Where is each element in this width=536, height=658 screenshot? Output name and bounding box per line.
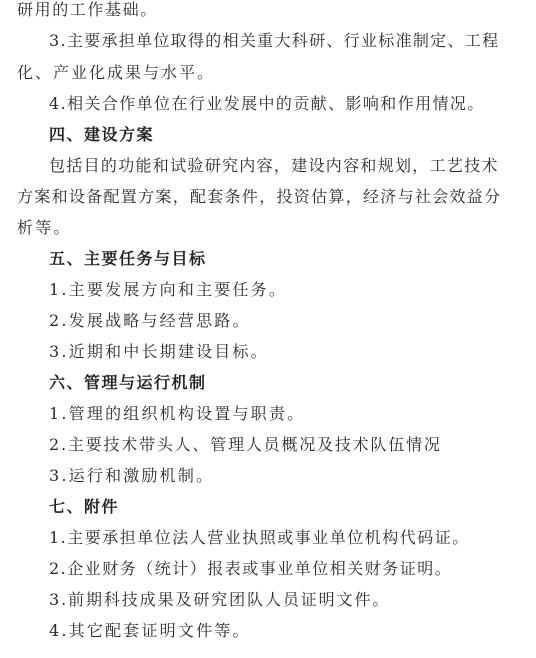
paragraph-line: 4.相关合作单位在行业发展中的贡献、影响和作用情况。 xyxy=(49,94,485,113)
paragraph-line: 包括目的功能和试验研究内容，建设内容和规划，工艺技术 xyxy=(49,156,499,175)
list-item: 3.运行和激励机制。 xyxy=(49,466,215,485)
list-item: 1.主要发展方向和主要任务。 xyxy=(49,280,288,299)
paragraph-line: 研用的工作基础。 xyxy=(17,0,158,19)
section-heading-tasks-goals: 五、主要任务与目标 xyxy=(49,249,207,268)
list-item: 2.发展战略与经营思路。 xyxy=(49,311,251,330)
section-heading-attachments: 七、附件 xyxy=(49,497,120,516)
list-item: 1.主要承担单位法人营业执照或事业单位机构代码证。 xyxy=(49,528,470,547)
list-item: 4.其它配套证明文件等。 xyxy=(49,621,251,640)
list-item: 1.管理的组织机构设置与职责。 xyxy=(49,404,306,423)
paragraph-line: 方案和设备配置方案，配套条件，投资估算，经济与社会效益分 xyxy=(17,187,502,206)
paragraph-line: 化、产业化成果与水平。 xyxy=(17,63,216,82)
list-item: 2.主要技术带头人、管理人员概况及技术队伍情况 xyxy=(49,435,442,454)
list-item: 3.前期科技成果及研究团队人员证明文件。 xyxy=(49,590,391,609)
paragraph-line: 3.主要承担单位取得的相关重大科研、行业标准制定、工程 xyxy=(49,31,500,50)
list-item: 3.近期和中长期建设目标。 xyxy=(49,342,269,361)
list-item: 2.企业财务（统计）报表或事业单位相关财务证明。 xyxy=(49,559,453,578)
paragraph-line: 析等。 xyxy=(17,218,72,237)
section-heading-management: 六、管理与运行机制 xyxy=(49,373,207,392)
section-heading-construction-plan: 四、建设方案 xyxy=(49,125,155,144)
